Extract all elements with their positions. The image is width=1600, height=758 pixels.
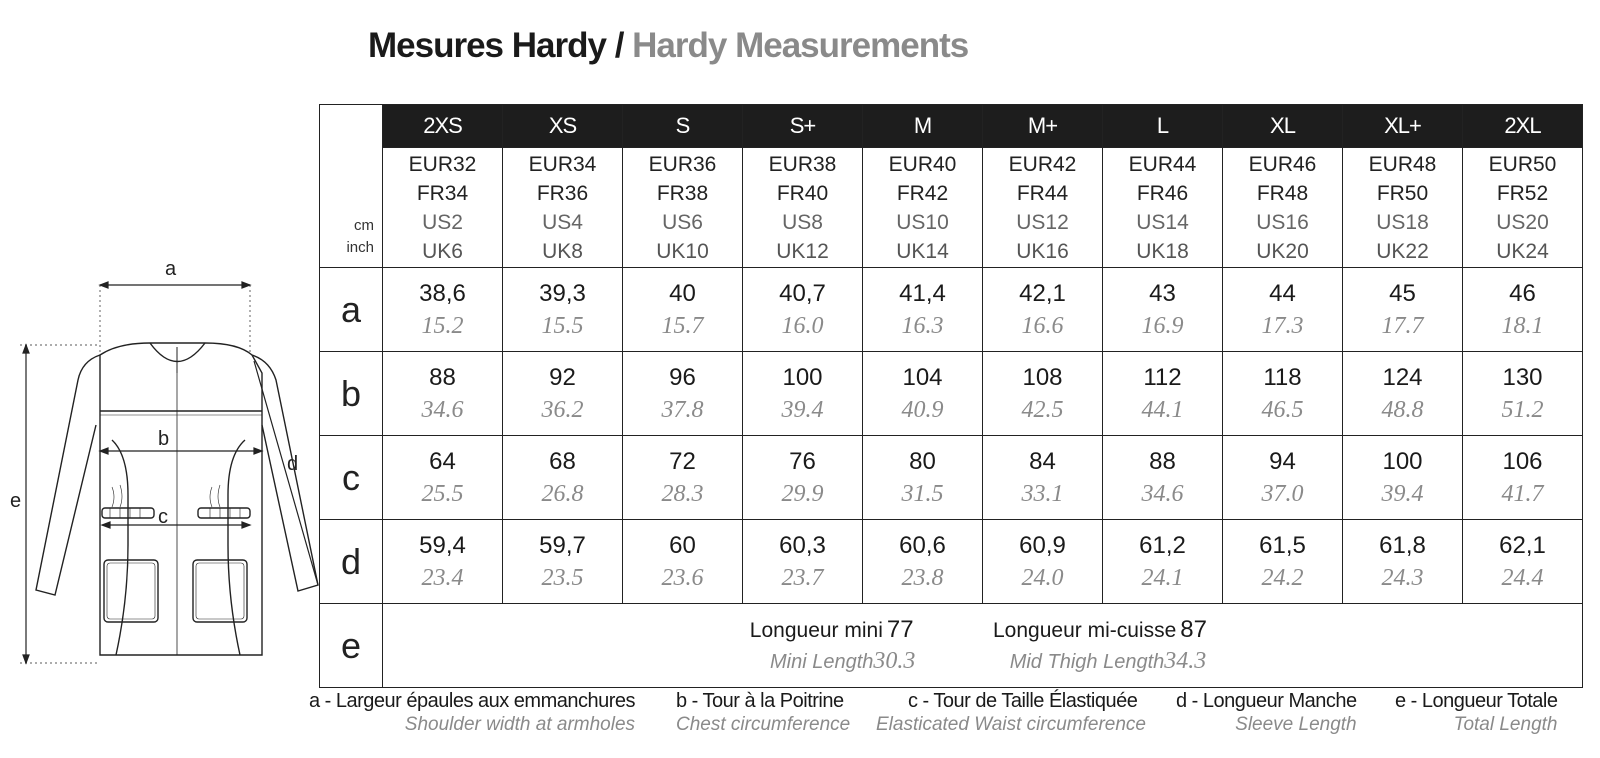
us-size: US16 (1256, 210, 1309, 234)
inch-value: 33.1 (1021, 480, 1064, 507)
cm-value: 84 (1029, 447, 1056, 475)
garment-diagram (0, 255, 330, 685)
measurement-cell (383, 436, 503, 520)
eur-size: EUR50 (1488, 152, 1557, 176)
measurement-cell (1343, 520, 1463, 604)
inch-value: 28.3 (661, 480, 704, 507)
eur-size: EUR32 (408, 152, 477, 176)
cm-value: 61,5 (1259, 531, 1306, 559)
title-en: Hardy Measurements (632, 26, 969, 65)
mini-length (748, 616, 915, 675)
header-corner (320, 105, 383, 148)
cm-value: 68 (549, 447, 576, 475)
row-label: a (320, 268, 383, 352)
measurement-cell (743, 352, 863, 436)
cm-value: 40,7 (779, 279, 826, 307)
inch-value: 24.1 (1141, 564, 1184, 591)
measurement-cell (1103, 352, 1223, 436)
legend-en: Total Length (1453, 714, 1558, 735)
mini-length-inch: 30.3 (873, 648, 916, 674)
size-header-row (320, 105, 1583, 148)
uk-size: UK22 (1376, 239, 1429, 263)
measurement-cell (1223, 268, 1343, 352)
diagram-label-e: e (10, 490, 22, 512)
measurement-cell (1223, 520, 1343, 604)
cm-value: 60,3 (779, 531, 826, 559)
cm-value: 92 (549, 363, 576, 391)
uk-size: UK18 (1136, 239, 1189, 263)
size-header: M+ (983, 105, 1103, 148)
cm-value: 64 (429, 447, 456, 475)
left-sleeve (36, 355, 100, 595)
inch-value: 15.7 (661, 312, 704, 339)
right-pocket (193, 560, 247, 622)
measurement-cell (1463, 520, 1583, 604)
fr-size: FR46 (1136, 181, 1189, 205)
cm-value: 43 (1149, 279, 1176, 307)
inch-value: 39.4 (1381, 480, 1424, 507)
mini-length-cm: 77 (886, 616, 914, 643)
fr-size: FR34 (416, 181, 469, 205)
inch-value: 41.7 (1501, 480, 1544, 507)
uk-size: UK8 (542, 239, 583, 263)
size-header: XL+ (1343, 105, 1463, 148)
inch-value: 36.2 (541, 396, 584, 423)
us-size: US6 (662, 210, 703, 234)
legend-en: Chest circumference (676, 714, 851, 735)
uk-size: UK24 (1496, 239, 1549, 263)
cm-value: 76 (789, 447, 816, 475)
diagram-label-c: c (158, 506, 168, 528)
size-header: S (623, 105, 743, 148)
mini-length-en-label: Mini Length (770, 651, 874, 673)
size-conversion-cell (383, 148, 503, 268)
eur-size: EUR40 (888, 152, 957, 176)
row-label: d (320, 520, 383, 604)
mid-thigh-cm: 87 (1180, 616, 1207, 643)
fr-size: FR44 (1016, 181, 1069, 205)
mid-thigh-en-label: Mid Thigh Length (1009, 651, 1165, 673)
legend-fr: c - Tour de Taille Élastiquée (908, 690, 1138, 712)
cm-value: 44 (1269, 279, 1296, 307)
us-size: US18 (1376, 210, 1429, 234)
fr-size: FR40 (776, 181, 829, 205)
cm-value: 42,1 (1019, 279, 1066, 307)
measurement-cell (1223, 436, 1343, 520)
cm-value: 41,4 (899, 279, 946, 307)
cm-value: 88 (429, 363, 456, 391)
legend-item-c (876, 690, 1146, 736)
inch-value: 16.3 (901, 312, 944, 339)
legend-item-d (1176, 690, 1357, 736)
inch-value: 39.4 (781, 396, 824, 423)
legend-item-e (1395, 690, 1557, 736)
cm-value: 39,3 (539, 279, 586, 307)
measurement-cell (1463, 352, 1583, 436)
inch-value: 26.8 (541, 480, 584, 507)
measurement-cell (863, 436, 983, 520)
fr-size: FR50 (1376, 181, 1429, 205)
measurement-cell (1103, 520, 1223, 604)
fr-size: FR42 (896, 181, 949, 205)
mid-thigh-length (993, 616, 1207, 675)
legend-en: Sleeve Length (1235, 714, 1357, 735)
row-label: e (320, 604, 383, 688)
size-header: 2XL (1463, 105, 1583, 148)
size-header: 2XS (383, 105, 503, 148)
cm-value: 118 (1263, 363, 1302, 391)
inch-value: 42.5 (1021, 396, 1064, 423)
measurement-cell (623, 268, 743, 352)
inch-value: 48.8 (1381, 396, 1424, 423)
cm-value: 100 (782, 363, 823, 391)
size-conversion-row (320, 148, 1583, 268)
measurement-cell (503, 268, 623, 352)
uk-size: UK14 (896, 239, 949, 263)
title-fr: Mesures Hardy (368, 26, 606, 65)
inch-value: 18.1 (1501, 312, 1544, 339)
size-header: M (863, 105, 983, 148)
inch-value: 16.0 (781, 312, 824, 339)
cm-value: 59,4 (419, 531, 466, 559)
measurement-cell (1343, 268, 1463, 352)
size-conversion-cell (1463, 148, 1583, 268)
us-size: US4 (542, 210, 583, 234)
legend-en: Elasticated Waist circumference (876, 714, 1146, 735)
cm-value: 38,6 (419, 279, 466, 307)
inch-value: 25.5 (421, 480, 464, 507)
inch-value: 40.9 (901, 396, 944, 423)
unit-labels (320, 148, 383, 268)
us-size: US12 (1016, 210, 1069, 234)
measurement-row-b (320, 352, 1583, 436)
cm-value: 94 (1269, 447, 1296, 475)
cm-value: 130 (1502, 363, 1543, 391)
measurement-cell (983, 520, 1103, 604)
cm-value: 61,8 (1379, 531, 1426, 559)
legend-fr: e - Longueur Totale (1395, 690, 1558, 712)
measurement-cell (383, 520, 503, 604)
size-conversion-cell (983, 148, 1103, 268)
size-conversion-cell (503, 148, 623, 268)
measurement-row-a (320, 268, 1583, 352)
cm-value: 108 (1022, 363, 1063, 391)
measurement-cell (1103, 436, 1223, 520)
inch-value: 23.7 (781, 564, 824, 591)
measurement-cell (623, 520, 743, 604)
size-conversion-cell (743, 148, 863, 268)
cm-value: 104 (902, 363, 943, 391)
fr-size: FR52 (1496, 181, 1549, 205)
us-size: US10 (896, 210, 949, 234)
measurement-cell (383, 352, 503, 436)
measurement-cell (983, 436, 1103, 520)
diagram-label-d: d (287, 453, 299, 475)
legend-fr: a - Largeur épaules aux emmanchures (309, 690, 636, 712)
uk-size: UK16 (1016, 239, 1069, 263)
measurement-row-e (320, 604, 1583, 688)
measurement-cell (743, 520, 863, 604)
measurement-cell (743, 268, 863, 352)
measurement-cell (383, 268, 503, 352)
inch-value: 24.0 (1021, 564, 1064, 591)
inch-value: 16.6 (1021, 312, 1064, 339)
inch-value: 44.1 (1141, 396, 1184, 423)
fr-size: FR36 (536, 181, 589, 205)
us-size: US20 (1496, 210, 1549, 234)
uk-size: UK12 (776, 239, 829, 263)
eur-size: EUR36 (648, 152, 717, 176)
fr-size: FR48 (1256, 181, 1309, 205)
inch-value: 15.2 (421, 312, 464, 339)
inch-value: 23.4 (421, 564, 464, 591)
cm-value: 40 (669, 279, 696, 307)
eur-size: EUR44 (1128, 152, 1197, 176)
size-conversion-cell (1103, 148, 1223, 268)
measurement-cell (863, 268, 983, 352)
page-title (368, 26, 968, 66)
mini-length-fr-label: Longueur mini (749, 619, 883, 642)
inch-value: 23.5 (541, 564, 584, 591)
us-size: US14 (1136, 210, 1189, 234)
cm-value: 61,2 (1139, 531, 1186, 559)
inch-value: 24.2 (1261, 564, 1304, 591)
inch-value: 24.4 (1501, 564, 1544, 591)
cm-value: 80 (909, 447, 936, 475)
row-label: c (320, 436, 383, 520)
inch-value: 23.6 (661, 564, 704, 591)
measurement-cell (983, 268, 1103, 352)
row-label: b (320, 352, 383, 436)
eur-size: EUR42 (1008, 152, 1077, 176)
size-conversion-cell (1223, 148, 1343, 268)
us-size: US2 (422, 210, 463, 234)
unit-inch: inch (346, 239, 374, 256)
cm-value: 46 (1509, 279, 1536, 307)
inch-value: 23.8 (901, 564, 944, 591)
uk-size: UK6 (422, 239, 463, 263)
size-conversion-cell (1343, 148, 1463, 268)
legend-item-a (309, 690, 635, 736)
cm-value: 60,6 (899, 531, 946, 559)
measurement-cell (1343, 352, 1463, 436)
measurement-cell (503, 436, 623, 520)
inch-value: 31.5 (901, 480, 944, 507)
eur-size: EUR34 (528, 152, 597, 176)
cm-value: 100 (1382, 447, 1423, 475)
size-header: XS (503, 105, 623, 148)
cm-value: 62,1 (1499, 531, 1546, 559)
size-header: L (1103, 105, 1223, 148)
measurement-row-d (320, 520, 1583, 604)
measurement-cell (1343, 436, 1463, 520)
eur-size: EUR48 (1368, 152, 1437, 176)
measurement-cell (623, 436, 743, 520)
cm-value: 45 (1389, 279, 1416, 307)
inch-value: 37.8 (661, 396, 704, 423)
diagram-label-a: a (165, 258, 177, 280)
inch-value: 34.6 (421, 396, 464, 423)
measurement-cell (1103, 268, 1223, 352)
mid-thigh-inch: 34.3 (1164, 648, 1207, 674)
measurement-cell (503, 352, 623, 436)
cm-value: 60,9 (1019, 531, 1066, 559)
uk-size: UK10 (656, 239, 709, 263)
inch-value: 17.7 (1381, 312, 1424, 339)
legend-fr: d - Longueur Manche (1176, 690, 1357, 712)
cm-value: 60 (669, 531, 696, 559)
measurement-cell (743, 436, 863, 520)
eur-size: EUR46 (1248, 152, 1317, 176)
measurement-cell (1463, 268, 1583, 352)
inch-value: 46.5 (1261, 396, 1304, 423)
us-size: US8 (782, 210, 823, 234)
cm-value: 106 (1502, 447, 1543, 475)
total-length-cell (383, 604, 1583, 688)
size-header: S+ (743, 105, 863, 148)
legend-en: Shoulder width at armholes (404, 714, 636, 735)
cm-value: 88 (1149, 447, 1176, 475)
cm-value: 124 (1382, 363, 1423, 391)
unit-cm: cm (354, 217, 374, 234)
cm-value: 72 (669, 447, 696, 475)
inch-value: 24.3 (1381, 564, 1424, 591)
cm-value: 112 (1143, 363, 1182, 391)
measurement-cell (623, 352, 743, 436)
measurement-row-c (320, 436, 1583, 520)
measurement-cell (1223, 352, 1343, 436)
measurement-cell (863, 352, 983, 436)
inch-value: 15.5 (541, 312, 584, 339)
inch-value: 37.0 (1261, 480, 1304, 507)
inch-value: 16.9 (1141, 312, 1184, 339)
size-chart-table (319, 104, 1583, 688)
measurement-cell (1463, 436, 1583, 520)
measurement-cell (503, 520, 623, 604)
inch-value: 51.2 (1501, 396, 1544, 423)
measurement-cell (983, 352, 1103, 436)
inch-value: 34.6 (1141, 480, 1184, 507)
diagram-label-b: b (158, 428, 170, 450)
inch-value: 29.9 (781, 480, 824, 507)
inch-value: 17.3 (1261, 312, 1304, 339)
uk-size: UK20 (1256, 239, 1309, 263)
fr-size: FR38 (656, 181, 709, 205)
mid-thigh-fr-label: Longueur mi-cuisse (993, 619, 1177, 642)
eur-size: EUR38 (768, 152, 837, 176)
size-header: XL (1223, 105, 1343, 148)
legend-fr: b - Tour à la Poitrine (676, 690, 844, 712)
title-separator: / (614, 26, 624, 65)
cm-value: 59,7 (539, 531, 586, 559)
measurement-cell (863, 520, 983, 604)
size-conversion-cell (623, 148, 743, 268)
legend-item-b (676, 690, 850, 736)
size-conversion-cell (863, 148, 983, 268)
left-pocket (104, 560, 158, 622)
cm-value: 96 (669, 363, 696, 391)
